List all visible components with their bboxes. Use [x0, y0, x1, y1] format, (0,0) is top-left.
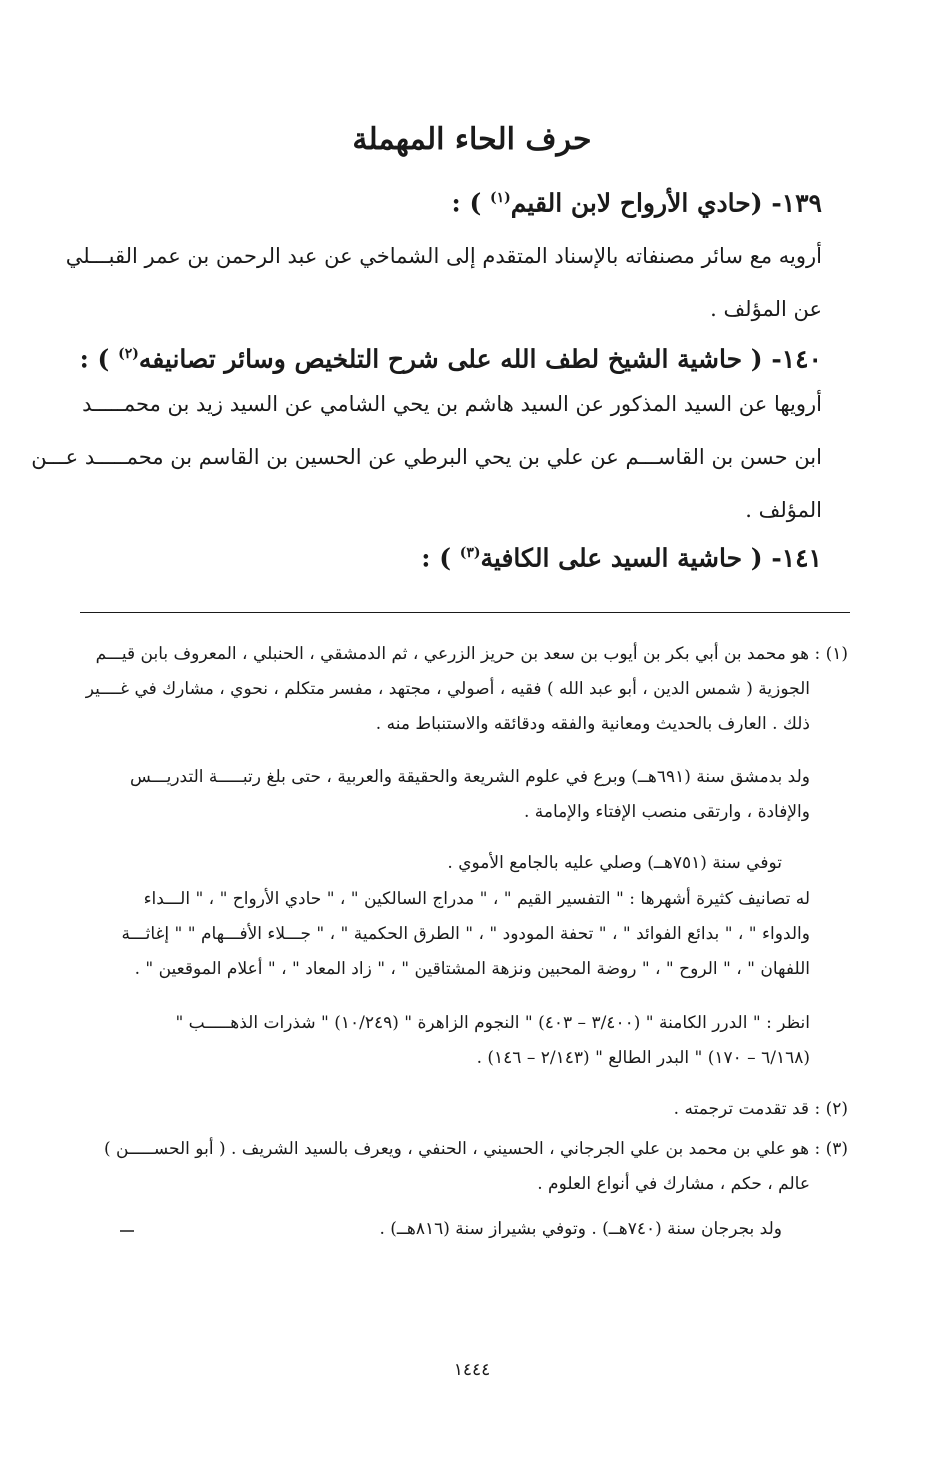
entry-title-end: ) :: [451, 188, 482, 218]
footnote-line: الجوزية ( شمس الدين ، أبو عبد الله ) فقيه ، أصولي ، مجتهد ، مفسر متكلم ، نحوي ، مشارك في غــــير: [85, 679, 810, 699]
footnote-line: (١) : هو محمد بن أبي بكر بن أيوب بن سعد بن حريز الزرعي ، ثم الدمشقي ، الحنبلي ، المعروف بابن قيـــم: [95, 644, 848, 664]
entry-title-139: [80, 178, 822, 223]
footnote-line: انظر : " الدرر الكامنة " (٣/٤٠٠ – ٤٠٣) " النجوم الزاهرة " (١٠/٢٤٩) " شذرات الذهـــــب ": [175, 1013, 810, 1033]
entry-title-text: (حادي الأرواح لابن القيم: [510, 188, 763, 218]
entry-title-140: [80, 334, 822, 379]
body-line: عن المؤلف .: [710, 297, 822, 321]
footnote-1-died: [80, 846, 848, 881]
footnote-line: له تصانيف كثيرة أشهرها : " التفسير القيم " ، " مدراج السالكين " ، " حادي الأرواح " ، " الـــداء: [143, 889, 810, 909]
margin-mark: [120, 1230, 134, 1232]
body-line: أرويها عن السيد المذكور عن السيد هاشم بن يحي الشامي عن السيد زيد بن محمـــــد: [82, 392, 822, 416]
entry-title-text: ( حاشية السيد على الكافية: [480, 543, 763, 573]
footnote-ref[interactable]: (٢): [118, 346, 139, 362]
footnote-2: [80, 1092, 848, 1127]
footnote-line: عالم ، حكم ، مشارك في أنواع العلوم .: [537, 1174, 810, 1194]
footnote-line: اللفهان " ، " الروح " ، " روضة المحبين ونزهة المشتاقين " ، " زاد المعاد " ، " أعلام الموقعين " .: [134, 959, 810, 979]
body-line: أرويه مع سائر مصنفاته بالإسناد المتقدم إلى الشماخي عن عبد الرحمن بن عمر القبـــلي: [65, 244, 822, 268]
entry-number: ١٤١-: [771, 543, 822, 573]
entry-title-141: [80, 533, 822, 578]
footnote-line: (٢) : قد تقدمت ترجمته .: [673, 1099, 848, 1119]
entry-number: ١٣٩-: [771, 188, 822, 218]
entry-title-end: ) :: [421, 543, 452, 573]
footnote-3: [80, 1132, 848, 1202]
footnote-line: والإفادة ، وارتقى منصب الإفتاء والإمامة .: [523, 802, 810, 822]
footnote-ref[interactable]: (٣): [459, 545, 481, 561]
entry-title-text: ( حاشية الشيخ لطف الله على شرح التلخيص وسائر تصانيفه: [138, 344, 763, 374]
footnote-1-born: [80, 760, 848, 830]
footnote-line: (٣) : هو علي بن محمد بن علي الجرجاني ، الحسيني ، الحنفي ، ويعرف بالسيد الشريف . ( أبو الحســـــن ): [103, 1139, 848, 1159]
footnote-line: ولد بجرجان سنة (٧٤٠هــ) . وتوفي بشيراز سنة (٨١٦هــ) .: [379, 1219, 782, 1239]
footnote-ref[interactable]: (١): [490, 190, 511, 206]
footnote-line: ذلك . العارف بالحديث ومعانية والفقه ودقائقه والاستنباط منه .: [375, 714, 810, 734]
footnote-3-born: [80, 1212, 848, 1247]
entry-body-139: [65, 230, 822, 336]
footnote-1-works: [80, 882, 848, 987]
footnote-line: توفي سنة (٧٥١هــ) وصلي عليه بالجامع الأموي .: [447, 853, 782, 873]
body-line: المؤلف .: [745, 498, 822, 522]
footnote-line: ولد بدمشق سنة (٦٩١هــ) وبرع في علوم الشريعة والحقيقة والعربية ، حتى بلغ رتبـــــة التدريـــس: [130, 767, 810, 787]
section-heading: حرف الحاء المهملة: [352, 122, 592, 157]
footnote-line: (٦/١٦٨ – ١٧٠) " البدر الطالع " (٢/١٤٣ – ١٤٦) .: [476, 1048, 810, 1068]
footnote-line: والدواء " ، " بدائع الفوائد " ، " تحفة المودود " ، " الطرق الحكمية " ، " جـــلاء الأفـــهام " " إغاثـــة: [121, 924, 810, 944]
entry-body-140: [31, 378, 822, 537]
entry-number: ١٤٠-: [771, 344, 822, 374]
page-number: ١٤٤٤: [453, 1360, 491, 1380]
footnote-1: [80, 637, 848, 742]
body-line: ابن حسن بن القاســـم عن علي بن يحي البرطي عن الحسين بن القاسم بن محمـــــد عـــن: [31, 445, 822, 469]
footnote-1-refs: [80, 1006, 848, 1076]
footnote-divider: [80, 612, 850, 613]
entry-title-end: ) :: [79, 344, 110, 374]
